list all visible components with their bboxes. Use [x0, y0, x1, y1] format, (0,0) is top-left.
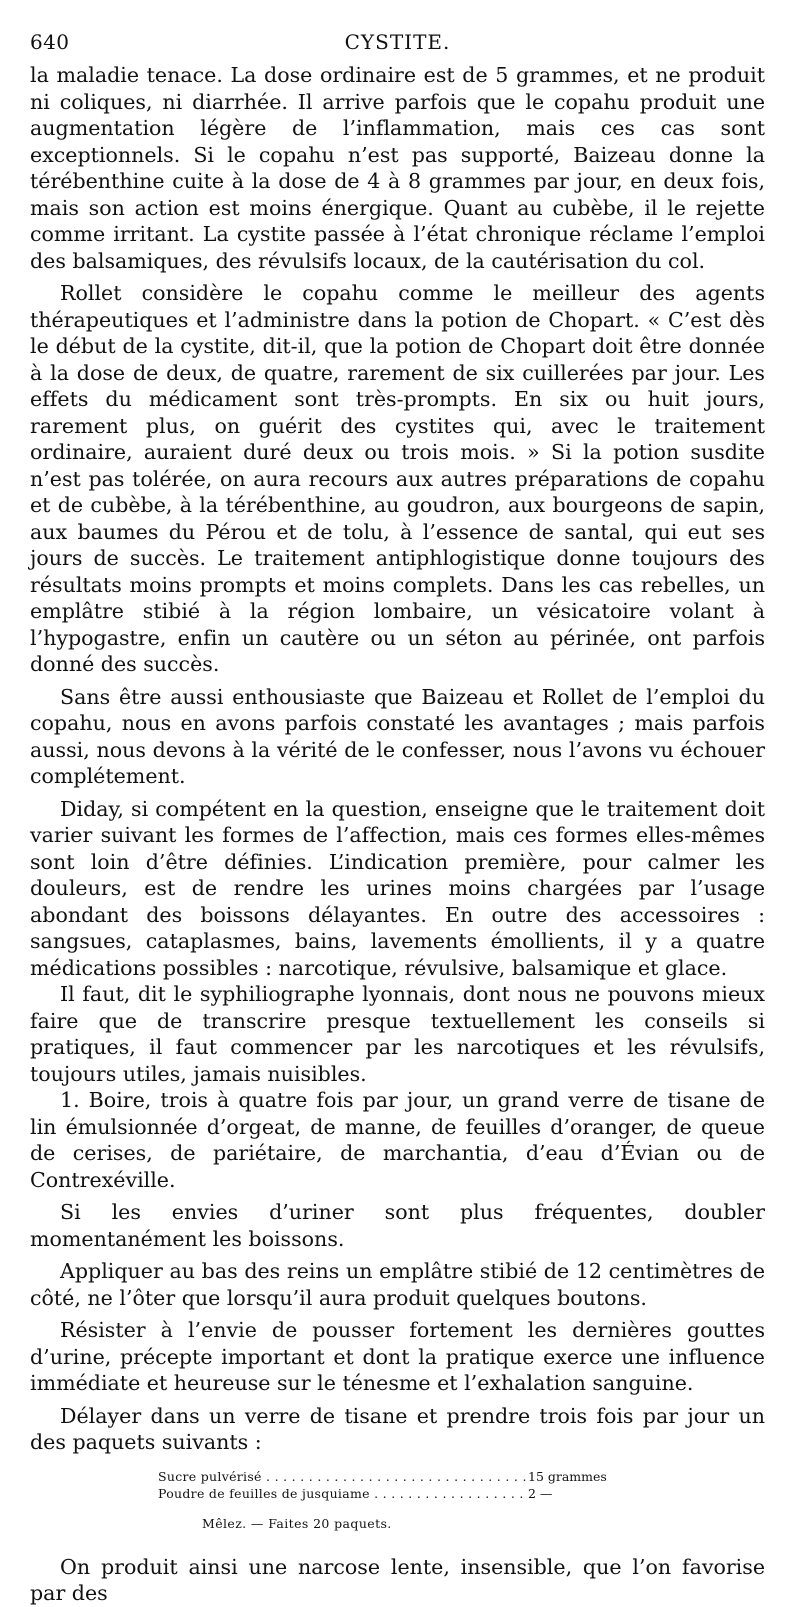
prescription-row: [158, 1485, 698, 1502]
prescription-table: [158, 1468, 698, 1502]
ingredient-quantity: 2 —: [528, 1485, 553, 1501]
paragraph-rollet: Rollet considère le copahu comme le meilleur des agents thérapeutiques et l’administre dans la potion de Chopart. « C’est dès le début de la cystite, dit-il, que la potion de Chopart doit être donnée à la dose de deux, de quatre, rarement de six cuillerées par jour. Les effets du médicament sont très-prompts. En six ou huit jours, rarement plus, on guérit des cystites qui, avec le traitement ordinaire, auraient duré deux ou trois mois. » Si la potion susdite n’est pas tolérée, on aura recours aux autres préparations de copahu et de cubèbe, à la térébenthine, au goudron, aux bourgeons de sapin, aux baumes du Pérou et de tolu, à l’essence de santal, qui eut ses jours de succès. Le traitement antiphlogistique donne toujours des résultats moins prompts et moins complets. Dans les cas rebelles, un emplâtre stibié à la région lombaire, un vésicatoire volant à l’hypogastre, enfin un cautère ou un séton au périnée, ont parfois donné des succès.: [30, 281, 765, 676]
paragraph-prescription-intro: Délayer dans un verre de tisane et prendre trois fois par jour un des paquets suivants :: [30, 1403, 765, 1454]
paragraph-narcotics: Il faut, dit le syphiliographe lyonnais, dont nous ne pouvons mieux faire que de transcrire presque textuellement les conseils si pratiques, il faut commencer par les narcotiques et les révulsifs, toujours utiles, jamais nuisibles.: [30, 982, 765, 1086]
prescription-row: [158, 1468, 698, 1485]
book-page: [30, 22, 765, 1607]
running-title: CYSTITE.: [344, 30, 451, 54]
paragraph-closing: On produit ainsi une narcose lente, insensible, que l’on favorise par des: [30, 1554, 765, 1605]
paragraph-diday: Diday, si compétent en la question, enseigne que le traitement doit varier suivant les formes de l’affection, mais ces formes elles-mêmes sont loin d’être définies. L’indication première, pour calmer les douleurs, est de rendre les urines moins chargées par l’usage abondant des boissons délayantes. En outre des accessoires : sangsues, cataplasmes, bains, lavements émollients, il y a quatre médications possibles : narcotique, révulsive, balsamique et glace.: [30, 796, 765, 980]
ingredient-quantity: 15 grammes: [528, 1468, 607, 1484]
page-number: 640: [30, 30, 70, 54]
paragraph-copahu-advantages: Sans être aussi enthousiaste que Baizeau et Rollet de l’emploi du copahu, nous en avons parfois constaté les avantages ; mais parfois aussi, nous devons à la vérité de le confesser, nous l’avons vu échouer complétement.: [30, 684, 765, 788]
paragraph-urination: Si les envies d’uriner sont plus fréquentes, doubler momentanément les boissons.: [30, 1200, 765, 1251]
ingredient-name: Poudre de feuilles de jusquiame . . .: [158, 1485, 528, 1502]
paragraph-resist: Résister à l’envie de pousser fortement les dernières gouttes d’urine, précepte important et dont la pratique exerce une influence immédiate et heureuse sur le ténesme et l’exhalation sanguine.: [30, 1318, 765, 1395]
paragraph-continuation: la maladie tenace. La dose ordinaire est de 5 grammes, et ne produit ni coliques, ni diarrhée. Il arrive parfois que le copahu produit une augmentation légère de l’inflammation, mais ces cas sont exceptionnels. Si le copahu n’est pas supporté, Baizeau donne la térébenthine cuite à la dose de 4 à 8 grammes par jour, en deux fois, mais son action est moins énergique. Quant au cubèbe, il le rejette comme irritant. La cystite passée à l’état chronique réclame l’emploi des balsamiques, des révulsifs locaux, de la cautérisation du col.: [30, 63, 765, 273]
prescription-instruction: Mêlez. — Faites 20 paquets.: [202, 1515, 392, 1531]
page-header: [30, 22, 765, 52]
ingredient-name: Sucre pulvérisé . . .: [158, 1468, 528, 1485]
paragraph-plaster: Appliquer au bas des reins un emplâtre stibié de 12 centimètres de côté, ne l’ôter que lorsqu’il aura produit quelques boutons.: [30, 1259, 765, 1310]
paragraph-step-1: 1. Boire, trois à quatre fois par jour, un grand verre de tisane de lin émulsionnée d’orgeat, de manne, de feuilles d’oranger, de queue de cerises, de pariétaire, de marchantia, d’eau d’Évian ou de Contrexéville.: [30, 1088, 765, 1192]
